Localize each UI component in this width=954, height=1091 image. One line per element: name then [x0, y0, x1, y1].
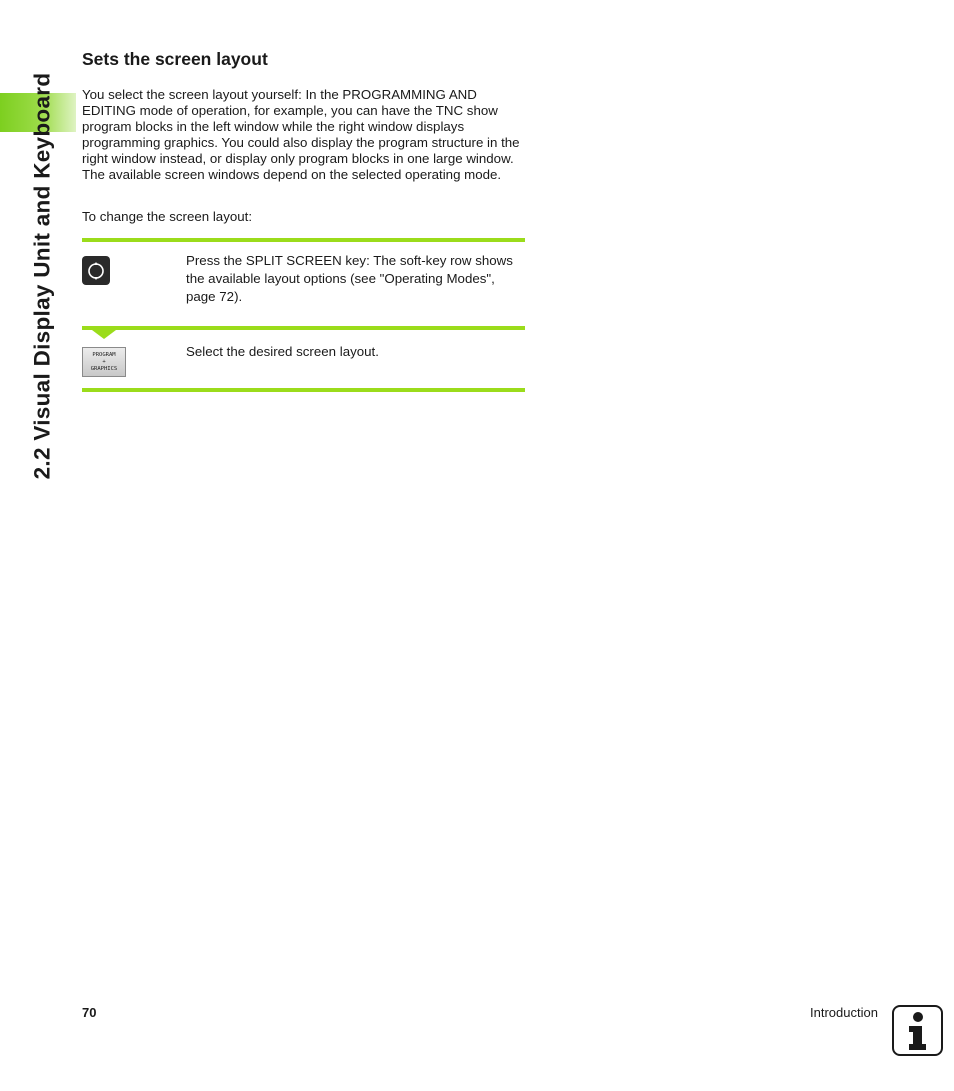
step-2-text: Select the desired screen layout. — [186, 344, 379, 359]
intro-paragraph: You select the screen layout yourself: In the PROGRAMMING AND EDITING mode of operation, for example, you can have the TNC show program blocks in the left window while the right window displays programming graphics. You could also display the program structure in the right window instead, or display only program blocks in one large window. The available screen windows depend on the selected operating mode. — [82, 87, 520, 182]
split-screen-key-icon — [82, 256, 110, 285]
info-glyph — [894, 1007, 941, 1054]
chapter-title-text: 2.2 Visual Display Unit and Keyboard — [29, 72, 55, 480]
step-arrow-down-icon — [92, 330, 116, 339]
softkey-line-3: GRAPHICS — [90, 365, 118, 372]
step-1-text: Press the SPLIT SCREEN key: The soft-key row shows the available layout options (see "Operating Modes", page 72). — [186, 253, 513, 304]
info-icon — [892, 1005, 943, 1056]
section-heading: Sets the screen layout — [82, 49, 268, 69]
chapter-side-title — [24, 50, 60, 502]
program-graphics-softkey — [82, 347, 126, 377]
page-number: 70 — [82, 1005, 97, 1020]
softkey-line-2: + — [102, 358, 106, 365]
step-divider-top — [82, 238, 525, 242]
step-divider-middle — [82, 326, 525, 330]
step-divider-bottom — [82, 388, 525, 392]
softkey-line-1: PROGRAM — [92, 351, 116, 358]
split-screen-symbol — [85, 260, 107, 282]
change-layout-label: To change the screen layout: — [82, 209, 253, 224]
footer-section-name: Introduction — [810, 1005, 878, 1020]
